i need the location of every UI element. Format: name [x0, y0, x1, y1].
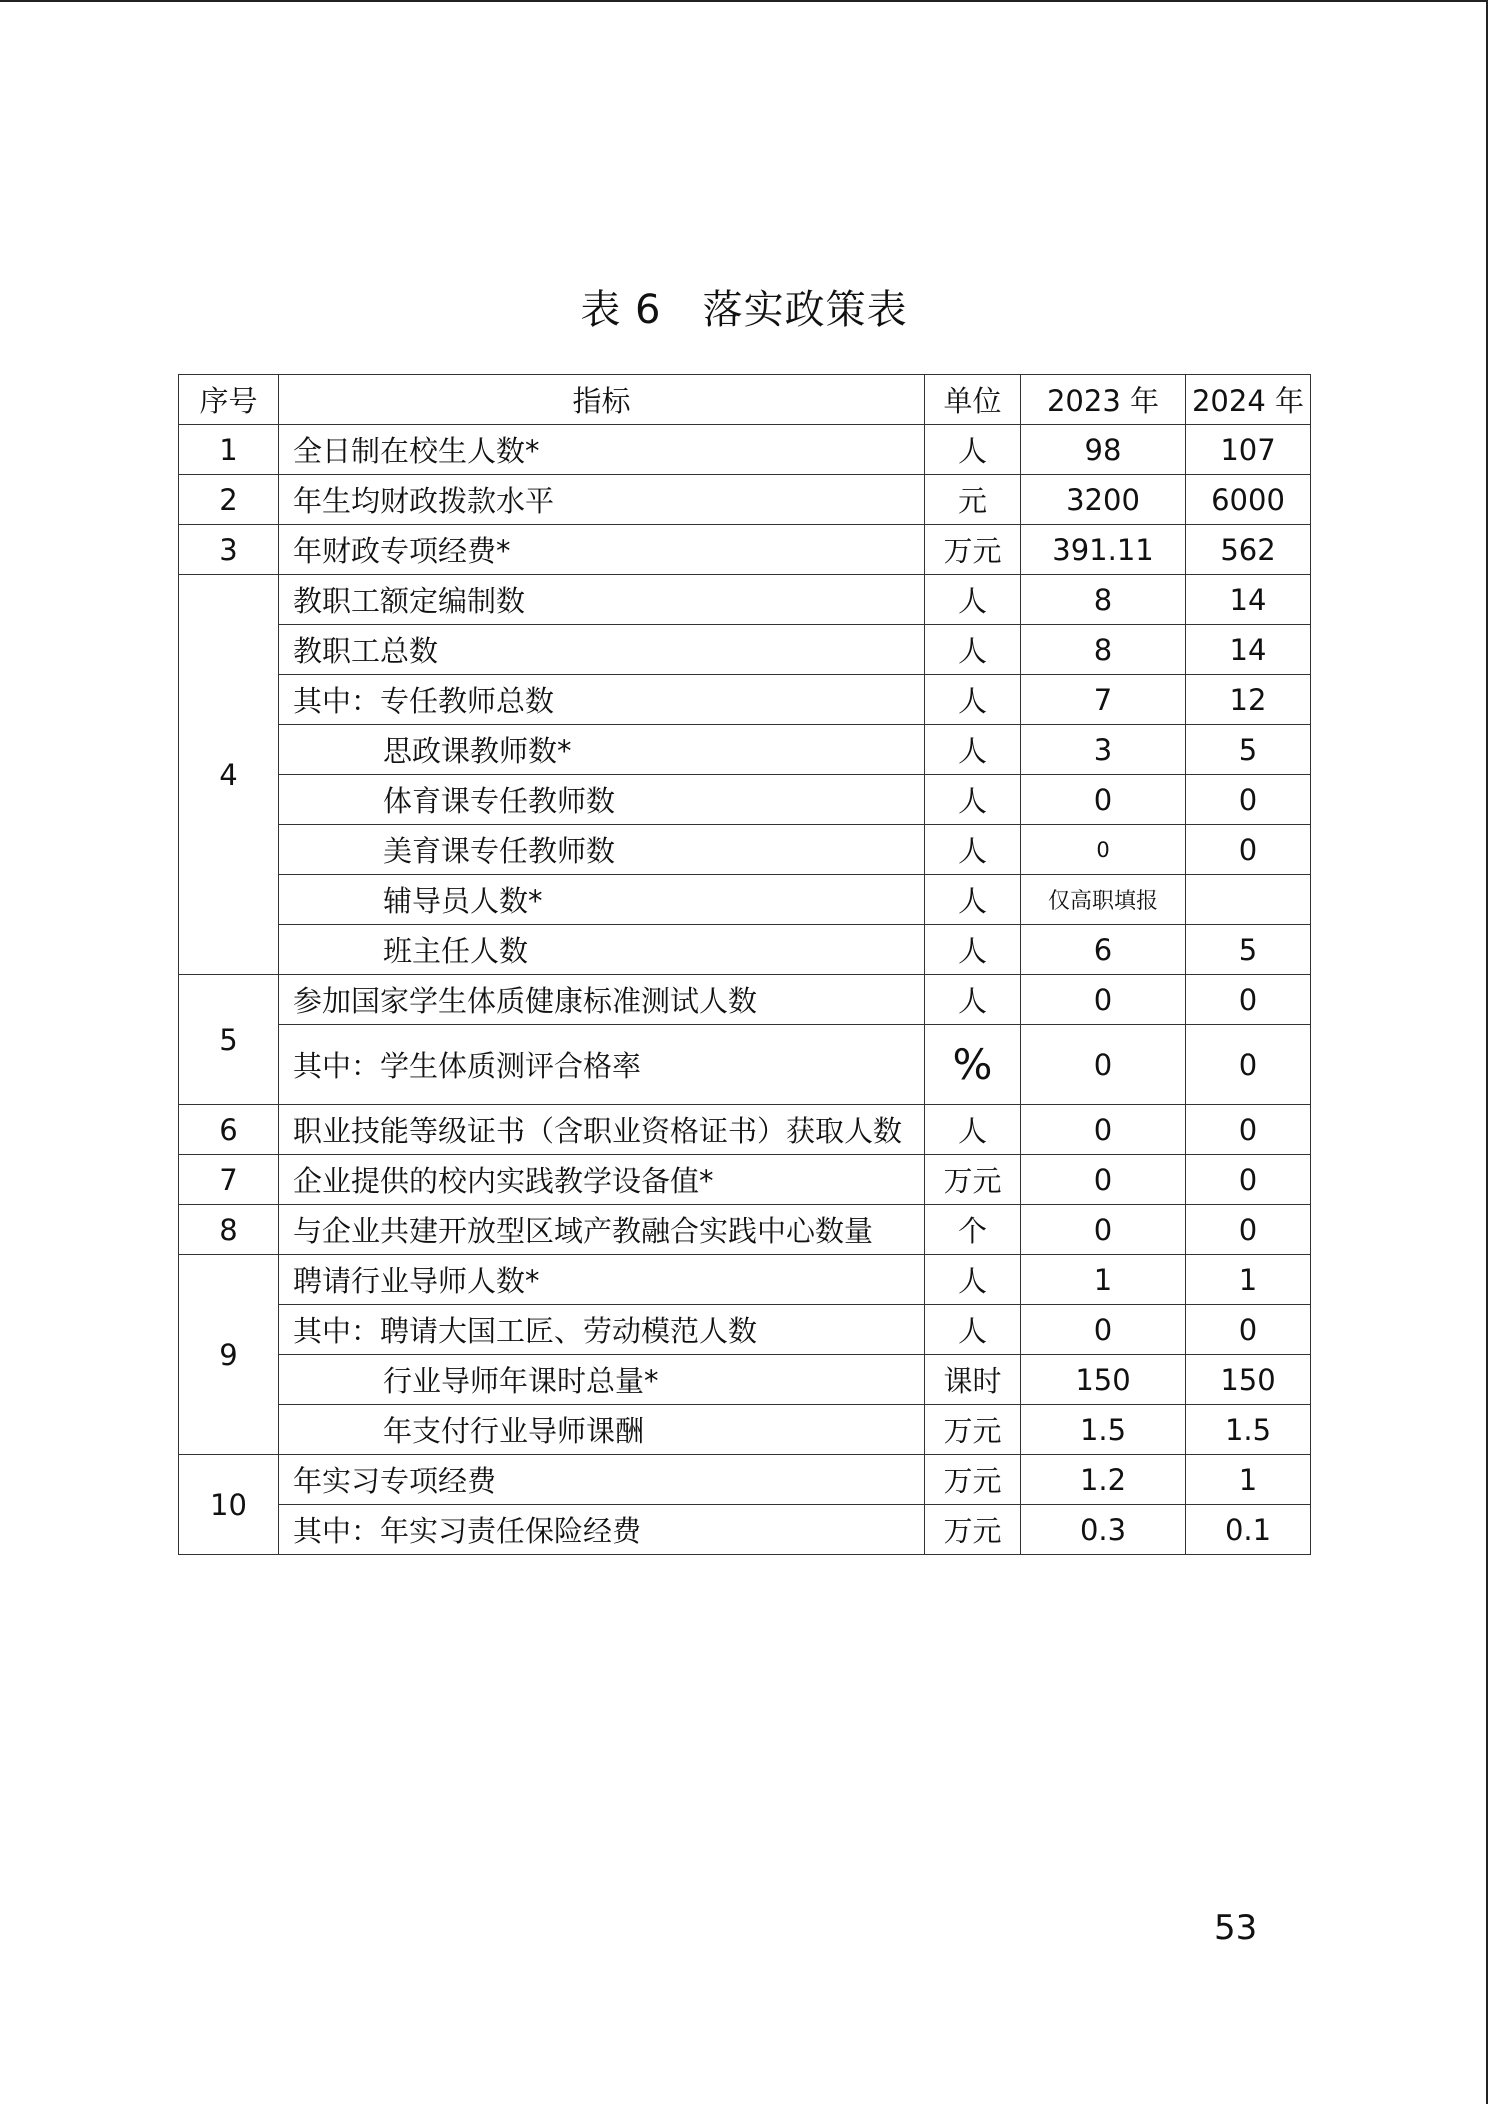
row-value-2024: 150 [1186, 1355, 1311, 1405]
row-seq: 6 [179, 1105, 279, 1155]
table-row [179, 1255, 1311, 1305]
row-unit: 个 [925, 1205, 1021, 1255]
header-2023: 2023 年 [1021, 375, 1186, 425]
row-seq: 9 [179, 1255, 279, 1455]
row-seq: 4 [179, 575, 279, 975]
table-row [179, 1405, 1311, 1455]
row-value-2024: 107 [1186, 425, 1311, 475]
row-indicator: 职业技能等级证书（含职业资格证书）获取人数 [279, 1105, 925, 1155]
row-value-2023: 0 [1021, 775, 1186, 825]
row-seq: 3 [179, 525, 279, 575]
header-2024: 2024 年 [1186, 375, 1311, 425]
row-value-2024: 5 [1186, 725, 1311, 775]
row-unit: % [925, 1025, 1021, 1105]
table-row [179, 1455, 1311, 1505]
row-indicator: 班主任人数 [279, 925, 925, 975]
row-seq: 8 [179, 1205, 279, 1255]
row-indicator: 年生均财政拨款水平 [279, 475, 925, 525]
table-row [179, 825, 1311, 875]
row-value-2024: 12 [1186, 675, 1311, 725]
row-value-2023: 3200 [1021, 475, 1186, 525]
row-unit: 人 [925, 1255, 1021, 1305]
row-value-2023: 1 [1021, 1255, 1186, 1305]
row-value-2024: 1.5 [1186, 1405, 1311, 1455]
row-unit: 人 [925, 1105, 1021, 1155]
table-header-row [179, 375, 1311, 425]
row-unit: 人 [925, 875, 1021, 925]
row-indicator: 与企业共建开放型区域产教融合实践中心数量 [279, 1205, 925, 1255]
row-value-2024: 0 [1186, 975, 1311, 1025]
row-unit: 人 [925, 1305, 1021, 1355]
row-unit: 人 [925, 825, 1021, 875]
row-indicator: 其中：学生体质测评合格率 [279, 1025, 925, 1105]
row-value-2024: 0 [1186, 1305, 1311, 1355]
row-value-2024 [1186, 875, 1311, 925]
table-row [179, 775, 1311, 825]
row-seq: 10 [179, 1455, 279, 1555]
row-indicator: 企业提供的校内实践教学设备值* [279, 1155, 925, 1205]
page-number: 53 [1214, 1908, 1258, 1948]
row-value-2024: 0 [1186, 1025, 1311, 1105]
row-indicator: 教职工额定编制数 [279, 575, 925, 625]
row-indicator: 其中：年实习责任保险经费 [279, 1505, 925, 1555]
row-unit: 课时 [925, 1355, 1021, 1405]
row-value-2023: 7 [1021, 675, 1186, 725]
row-value-2023: 0 [1021, 975, 1186, 1025]
row-value-2023: 391.11 [1021, 525, 1186, 575]
row-value-2023: 0 [1021, 1025, 1186, 1105]
row-unit: 元 [925, 475, 1021, 525]
row-value-2024: 1 [1186, 1255, 1311, 1305]
row-value-2024: 14 [1186, 575, 1311, 625]
row-value-2024: 0 [1186, 1205, 1311, 1255]
row-indicator: 年支付行业导师课酬 [279, 1405, 925, 1455]
table-row [179, 1305, 1311, 1355]
row-unit: 万元 [925, 1405, 1021, 1455]
row-indicator: 参加国家学生体质健康标准测试人数 [279, 975, 925, 1025]
row-value-2024: 0 [1186, 1155, 1311, 1205]
row-value-2024: 6000 [1186, 475, 1311, 525]
table-row [179, 875, 1311, 925]
header-indicator: 指标 [279, 375, 925, 425]
row-value-2023: 8 [1021, 575, 1186, 625]
row-unit: 人 [925, 975, 1021, 1025]
row-unit: 万元 [925, 525, 1021, 575]
row-seq: 1 [179, 425, 279, 475]
row-value-2023: 8 [1021, 625, 1186, 675]
row-value-2024: 0.1 [1186, 1505, 1311, 1555]
table-row [179, 575, 1311, 625]
row-value-2024: 5 [1186, 925, 1311, 975]
row-seq: 5 [179, 975, 279, 1105]
row-unit: 万元 [925, 1455, 1021, 1505]
row-unit: 万元 [925, 1155, 1021, 1205]
policy-table [178, 374, 1311, 1555]
row-value-2023: 3 [1021, 725, 1186, 775]
header-unit: 单位 [925, 375, 1021, 425]
row-indicator: 其中：聘请大国工匠、劳动模范人数 [279, 1305, 925, 1355]
row-indicator: 行业导师年课时总量* [279, 1355, 925, 1405]
row-value-2023: 0 [1021, 1205, 1186, 1255]
page-top-border [0, 0, 1488, 2]
row-indicator: 年财政专项经费* [279, 525, 925, 575]
row-indicator: 年实习专项经费 [279, 1455, 925, 1505]
table-row [179, 1505, 1311, 1555]
row-value-2024: 14 [1186, 625, 1311, 675]
row-value-2023: 0.3 [1021, 1505, 1186, 1555]
table-row [179, 725, 1311, 775]
row-indicator: 体育课专任教师数 [279, 775, 925, 825]
row-indicator: 全日制在校生人数* [279, 425, 925, 475]
row-value-2023: 0 [1021, 1105, 1186, 1155]
table-row [179, 1105, 1311, 1155]
row-value-2023: 1.2 [1021, 1455, 1186, 1505]
table-title: 表 6 落实政策表 [580, 287, 908, 333]
table-row [179, 925, 1311, 975]
row-unit: 人 [925, 575, 1021, 625]
table-row [179, 625, 1311, 675]
table-row [179, 525, 1311, 575]
row-unit: 人 [925, 625, 1021, 675]
row-value-2023: 0 [1021, 1155, 1186, 1205]
row-value-2023: 1.5 [1021, 1405, 1186, 1455]
table-row [179, 1155, 1311, 1205]
table-row [179, 425, 1311, 475]
row-value-2023: 98 [1021, 425, 1186, 475]
row-value-2024: 1 [1186, 1455, 1311, 1505]
row-seq: 7 [179, 1155, 279, 1205]
row-unit: 人 [925, 925, 1021, 975]
table-row [179, 975, 1311, 1025]
table-row [179, 675, 1311, 725]
row-indicator: 其中：专任教师总数 [279, 675, 925, 725]
row-value-2023: 0 [1021, 825, 1186, 875]
table-row [179, 1355, 1311, 1405]
row-indicator: 聘请行业导师人数* [279, 1255, 925, 1305]
row-unit: 人 [925, 675, 1021, 725]
row-seq: 2 [179, 475, 279, 525]
row-unit: 人 [925, 725, 1021, 775]
row-indicator: 辅导员人数* [279, 875, 925, 925]
row-value-2024: 0 [1186, 825, 1311, 875]
header-seq: 序号 [179, 375, 279, 425]
row-value-2024: 562 [1186, 525, 1311, 575]
row-value-2023: 0 [1021, 1305, 1186, 1355]
row-unit: 人 [925, 425, 1021, 475]
row-value-2023: 仅高职填报 [1021, 875, 1186, 925]
table-row [179, 1205, 1311, 1255]
row-unit: 人 [925, 775, 1021, 825]
row-indicator: 美育课专任教师数 [279, 825, 925, 875]
row-indicator: 教职工总数 [279, 625, 925, 675]
row-value-2024: 0 [1186, 775, 1311, 825]
row-value-2023: 150 [1021, 1355, 1186, 1405]
row-unit: 万元 [925, 1505, 1021, 1555]
row-value-2024: 0 [1186, 1105, 1311, 1155]
row-value-2023: 6 [1021, 925, 1186, 975]
table-row [179, 475, 1311, 525]
table-row [179, 1025, 1311, 1105]
row-indicator: 思政课教师数* [279, 725, 925, 775]
